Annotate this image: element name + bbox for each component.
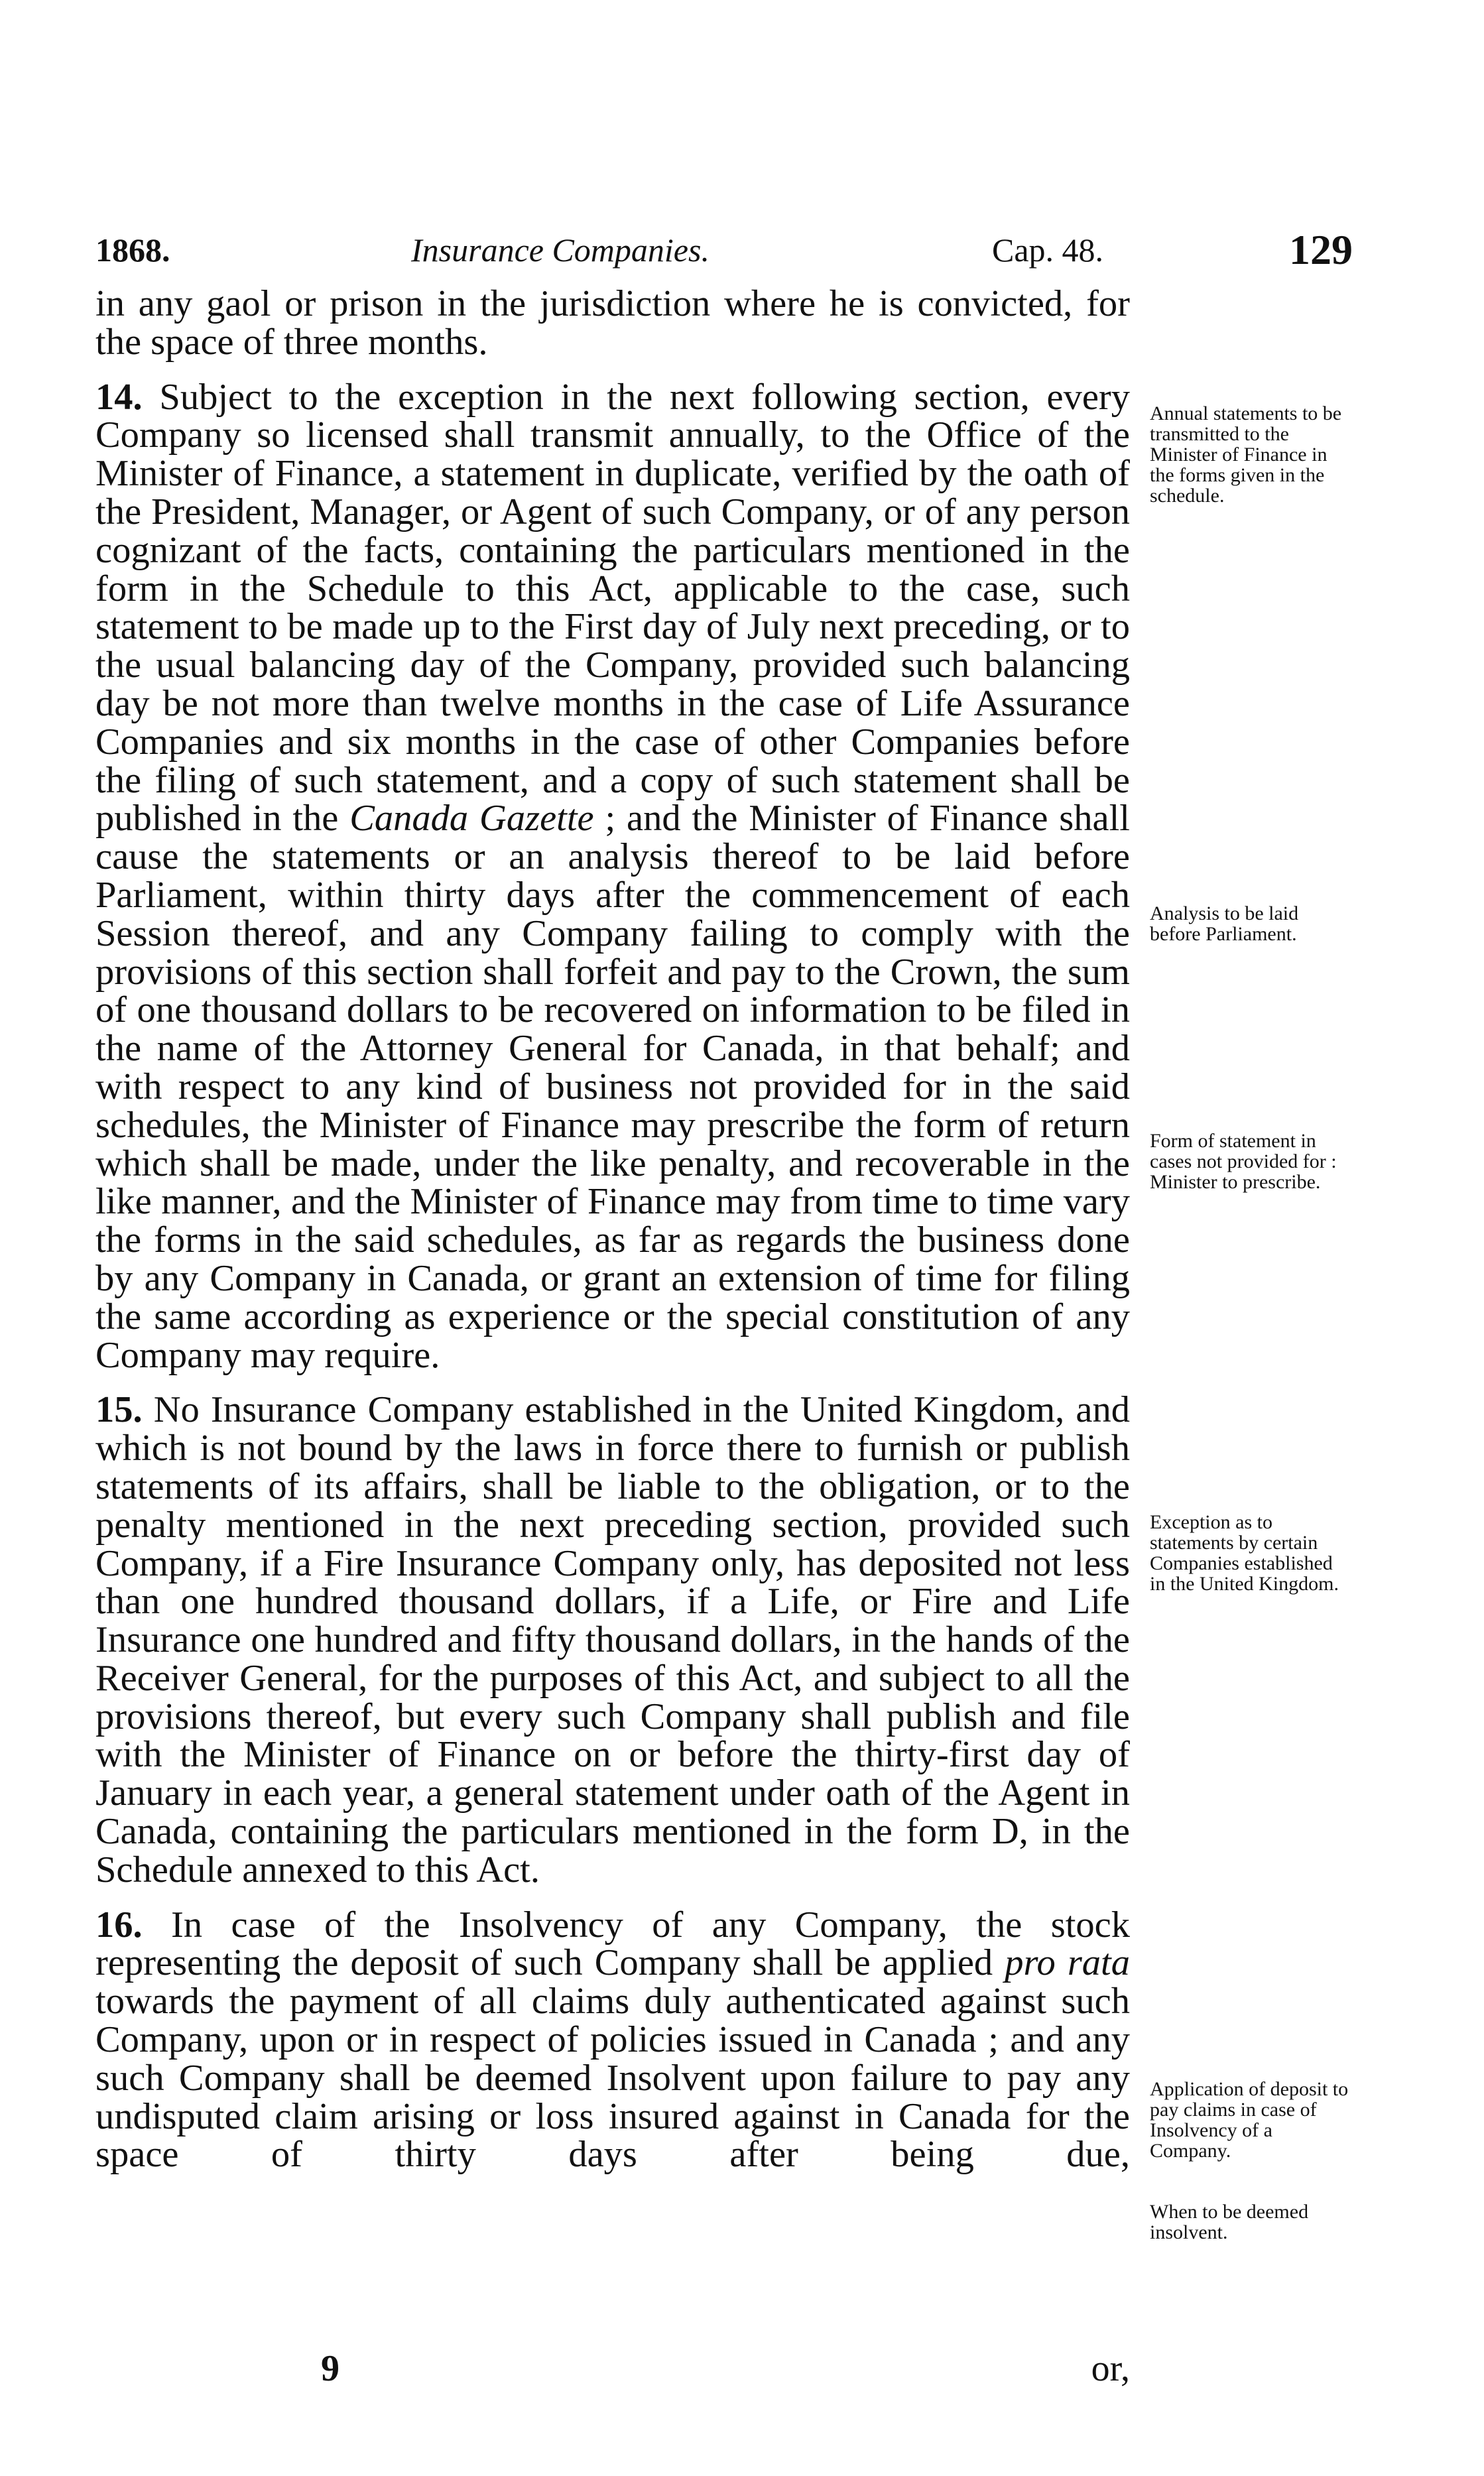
section-text: No Insurance Company established in the United Kingdom, and which is not bound by the laws in force there to furnish or publish statements of its affairs, shall be liable to the obligation, or to the penalty mentioned in the next preceding section, provided such Company, if a Fire Insurance Company only, has deposited not less than one hundred thousand dollars, if a Life, or Fire and Life Insurance one hundred and fifty thousand dollars, in the hands of the Receiver General, for the purposes of this Act, and subject to all the provisions thereof, but every such Company shall publish and file with the Minister of Finance on or before the thirty-first day of January in each year, a general statement under oath of the Agent in Canada, containing the particulars mentioned in the form D, in the Schedule annexed to this Act. (95, 1389, 1130, 1890)
signature-mark: 9 (321, 2348, 340, 2389)
running-header (95, 225, 1355, 285)
section-text: towards the payment of all claims duly authenticated against such Company, upon or in respect of policies issued in Canada ; and any such Company shall be deemed Insolvent upon failure to pay any undisputed claim arising or loss insured against in Canada for the space of thirty days after being due, (95, 1981, 1130, 2176)
section-text-italic: pro rata (1005, 1942, 1130, 1984)
catchword: or, (1091, 2348, 1130, 2389)
body-text (95, 285, 1130, 2174)
page-number: 129 (1289, 226, 1353, 273)
margin-note-annual-statements: Annual statements to be transmitted to the Minister of Finance in the forms given in the schedule. (1150, 402, 1342, 507)
section-16 (95, 1906, 1130, 2175)
paragraph-continuation (95, 285, 1130, 362)
section-15 (95, 1391, 1130, 1889)
section-text: In case of the Insolvency of any Company, the stock representing the deposit of such Company shall be applied (95, 1904, 1130, 1984)
margin-note-exception: Exception as to statements by certain Companies established in the United Kingdom. (1150, 1511, 1339, 1595)
section-number: 14. (95, 376, 143, 418)
page-footer (95, 2347, 1130, 2394)
section-text: Subject to the exception in the next following section, every Company so licensed shall transmit annually, to the Office of the Minister of Finance, a statement in duplicate, verified by the oath of the President, Manager, or Agent of such Company, or of any person cognizant of the facts, containing the particulars mentioned in the form in the Schedule to this Act, applicable to the case, such statement to be made up to the First day of July next preceding, or to the usual balancing day of the Company, provided such balancing day be not more than twelve months in the case of Life Assurance Companies and six months in the case of other Companies before the filing of such statement, and a copy of such statement shall be published in the (95, 376, 1130, 839)
header-title: Insurance Companies. (411, 231, 710, 269)
section-text: ; and the Minister of Finance shall cause the statements or an analysis thereof to be laid before Parliament, within thirty days after the commencement of each Session thereof, and any Company failing to comply with the provisions of this section shall forfeit and pay to the Crown, the sum of one thousand dollars to be recovered on information to be filed in the name of the Attorney General for Canada, in that behalf; and with respect to any kind of business not provided for in the said schedules, the Minister of Finance may prescribe the form of return which shall be made, under the like penalty, and recoverable in the like manner, and the Minister of Finance may from time to time vary the forms in the said schedules, as far as regards the business done by any Company in Canada, or grant an extension of time for filing the same according as experience or the special constitution of any Company may require. (95, 798, 1131, 1376)
header-chapter: Cap. 48. (992, 231, 1104, 269)
section-number: 15. (95, 1389, 143, 1431)
section-14 (95, 376, 1131, 1376)
paragraph-text: in any gaol or prison in the jurisdiction where he is convicted, for the space of three months. (95, 283, 1130, 363)
section-text-italic: Canada Gazette (349, 798, 594, 839)
margin-note-analysis: Analysis to be laid before Parliament. (1150, 902, 1299, 945)
margin-note-form-of-statement: Form of statement in cases not provided for : Minister to prescribe. (1150, 1130, 1337, 1193)
margin-note-when-insolvent: When to be deemed insolvent. (1150, 2201, 1309, 2243)
section-number: 16. (95, 1904, 143, 1946)
margin-note-application-of-deposit: Application of deposit to pay claims in case of Insolvency of a Company. (1150, 2078, 1349, 2162)
header-year: 1868. (95, 231, 170, 269)
